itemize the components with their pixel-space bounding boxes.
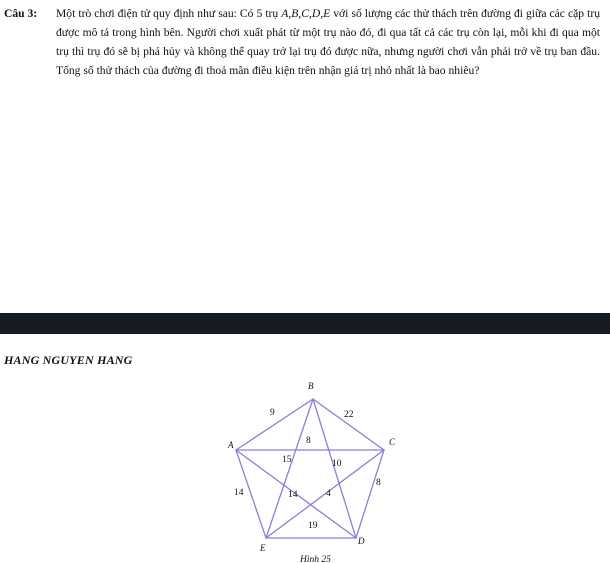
- edge-weight-DE: 19: [308, 521, 318, 531]
- question-text-before: Một trò chơi điện tử quy định như sau: Có 5 trụ: [56, 7, 282, 20]
- question-text: [56, 4, 600, 80]
- edge-weight-AB: 9: [270, 408, 275, 418]
- vertex-label-D: D: [358, 536, 365, 546]
- edge-weight-BC: 22: [344, 410, 354, 420]
- pentagon-graph: [0, 375, 610, 563]
- edge-AB: [236, 399, 313, 450]
- figure-caption: Hình 25: [300, 555, 331, 563]
- vertex-label-A: A: [228, 440, 234, 450]
- question-math-vars: A,B,C,D,E: [281, 7, 331, 20]
- vertex-label-E: E: [260, 543, 266, 553]
- question-label: Câu 3:: [4, 7, 38, 20]
- edge-BC: [313, 399, 384, 450]
- vertex-label-C: C: [389, 437, 396, 447]
- edge-weight-BE: 10: [332, 459, 342, 469]
- question-text-after: với số lượng các thử thách trên đường đi giữa các cặp trụ được mô tả trong hình bên. Người chơi xuất phát từ một trụ nào đó, đi qua tất cả các trụ còn lại, mỗi khi đi qua một trụ thì trụ đó sẽ bị phá hủy và không thể quay trở lại trụ đó được nữa, nhưng người chơi vẫn phải trở về trụ ban đầu. Tổng số thử thách của đường đi thoả mãn điều kiện trên nhận giá trị nhỏ nhất là bao nhiêu?: [56, 7, 600, 77]
- edge-weight-CE: 4: [326, 489, 331, 499]
- edge-weight-AD: 15: [282, 455, 292, 465]
- edge-BE: [266, 399, 313, 538]
- edge-weight-CD: 8: [376, 478, 381, 488]
- vertex-label-B: B: [308, 381, 314, 391]
- edge-weight-AC: 8: [306, 436, 311, 446]
- dark-divider-bar: [0, 313, 610, 334]
- edge-CD: [356, 450, 384, 538]
- edge-weight-BD: 14: [288, 490, 298, 500]
- pentagon-figure: [0, 375, 610, 563]
- edge-weight-AE: 14: [234, 488, 244, 498]
- author-name: HANG NGUYEN HANG: [4, 353, 133, 367]
- question-block: [4, 4, 600, 80]
